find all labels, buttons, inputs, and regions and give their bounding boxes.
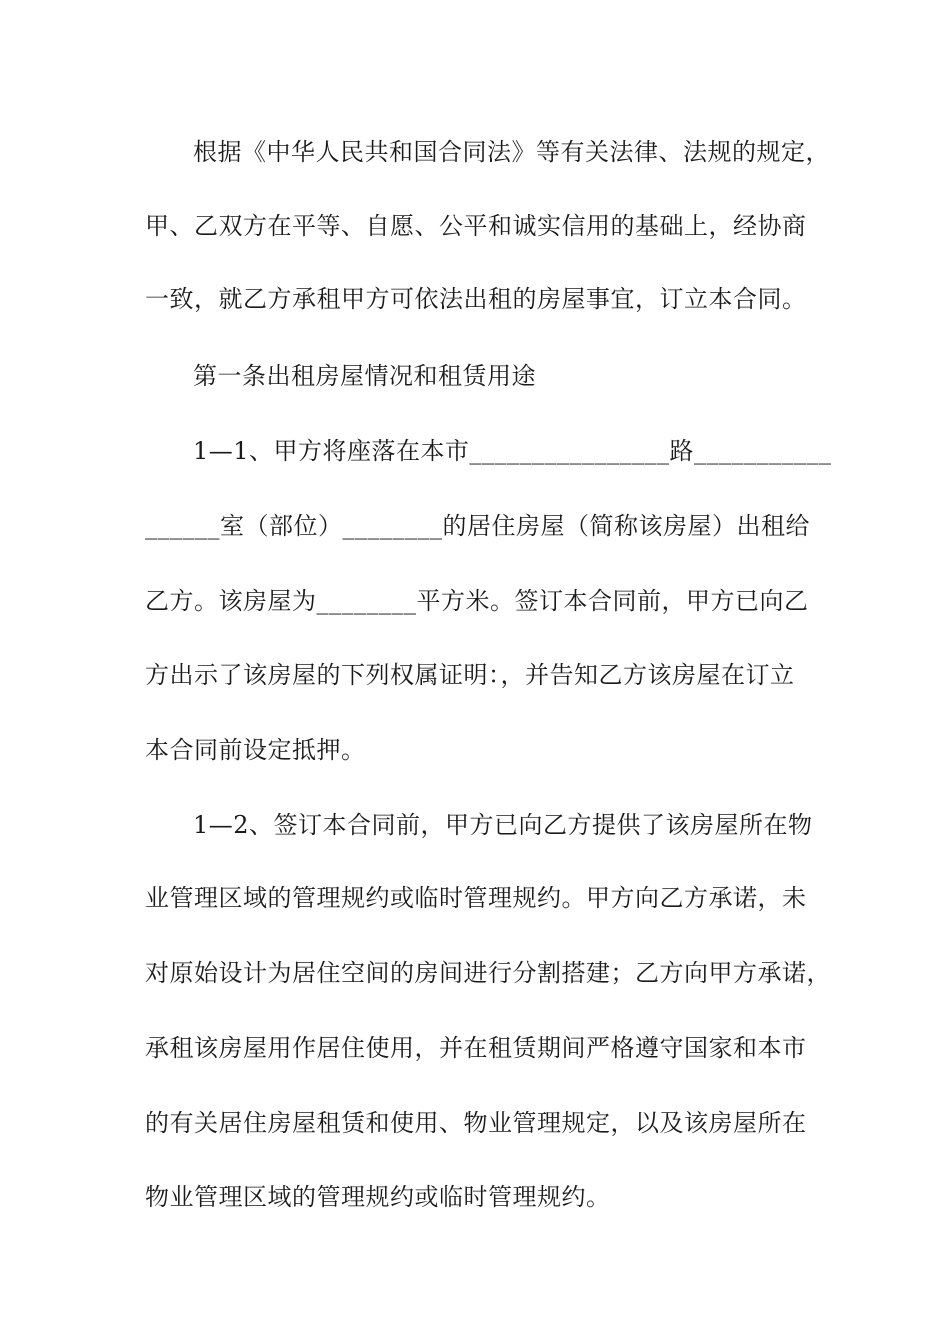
text-line: 的有关居住房屋租赁和使用、物业管理规定，以及该房屋所在 <box>145 1109 807 1137</box>
text-line: 物业管理区域的管理规约或临时管理规约。 <box>145 1183 611 1211</box>
text-line: 承租该房屋用作居住使用，并在租赁期间严格遵守国家和本市 <box>145 1034 807 1062</box>
text-line: 甲、乙双方在平等、自愿、公平和诚实信用的基础上，经协商 <box>145 212 807 240</box>
section-heading: 第一条出租房屋情况和租赁用途 <box>193 362 536 390</box>
text-line: 本合同前设定抵押。 <box>145 736 366 764</box>
text-line: 业管理区域的管理规约或临时管理规约。甲方向乙方承诺，未 <box>145 884 807 912</box>
text-line: 方出示了该房屋的下列权属证明：，并告知乙方该房屋在订立 <box>145 661 795 689</box>
text-line: 根据《中华人民共和国合同法》等有关法律、法规的规定， <box>193 138 830 166</box>
text-line: ______室（部位）________的居住房屋（简称该房屋）出租给 <box>145 512 810 540</box>
text-line: 乙方。该房屋为________平方米。签订本合同前，甲方已向乙 <box>145 587 809 615</box>
text-line: 一致，就乙方承租甲方可依法出租的房屋事宜，订立本合同。 <box>145 285 807 313</box>
text-line: 1—2、签订本合同前，甲方已向乙方提供了该房屋所在物 <box>193 811 813 839</box>
text-line: 对原始设计为居住空间的房间进行分割搭建；乙方向甲方承诺， <box>145 959 831 987</box>
text-line: 1—1、甲方将座落在本市________________路___________ <box>193 437 832 465</box>
